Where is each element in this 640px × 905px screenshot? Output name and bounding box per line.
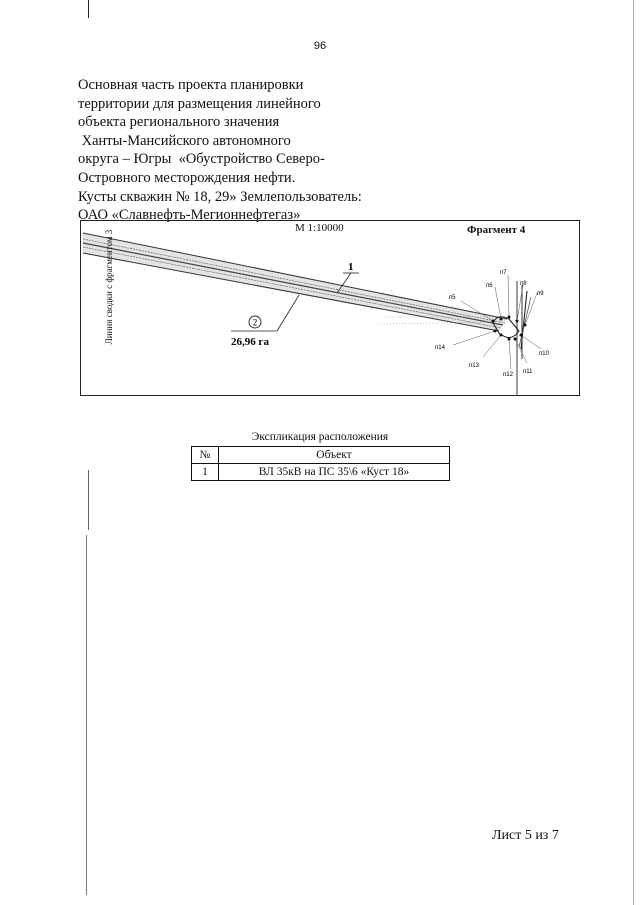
- vertex-point: [516, 320, 519, 323]
- title-line: территории для размещения линейного: [78, 95, 321, 112]
- vertex-point: [514, 338, 517, 341]
- leader-line: [495, 287, 501, 319]
- row-object: ВЛ 35кВ на ПС 35\6 «Куст 18»: [219, 464, 450, 481]
- vertex-point: [500, 334, 503, 337]
- junction-line-label: Линия сводки с фрагментом 3: [104, 229, 114, 345]
- area-number: 2: [252, 317, 258, 328]
- point-label: п14: [435, 345, 445, 351]
- document-title: [78, 76, 408, 225]
- explication-title: Экспликация расположения: [251, 431, 389, 443]
- point-label: п13: [469, 363, 479, 369]
- title-line: Ханты-Мансийского автономного: [78, 132, 291, 149]
- point-label: п8: [520, 281, 527, 287]
- title-line: Основная часть проекта планировки: [78, 77, 304, 93]
- vertex-point: [500, 318, 503, 321]
- point-label: п9: [537, 291, 544, 297]
- leader-line: [483, 335, 501, 357]
- map-fragment: [80, 220, 580, 396]
- point-label: п6: [486, 283, 493, 289]
- leader-line: [453, 331, 495, 345]
- point-label: п7: [500, 270, 507, 276]
- row-number: 1: [192, 464, 219, 481]
- corridor-edge: [83, 253, 499, 331]
- leader-line: [509, 339, 511, 369]
- sheet-number: Лист 5 из 7: [492, 828, 559, 843]
- explication-table: [191, 446, 450, 481]
- map-scale: М 1:10000: [295, 222, 344, 234]
- vertex-point: [524, 324, 527, 327]
- scan-edge-line: [86, 535, 87, 895]
- corridor-edge: [83, 233, 507, 319]
- fragment-label: Фрагмент 4: [467, 224, 526, 236]
- title-line: ОАО «Славнефть-Мегионнефтегаз»: [78, 207, 301, 224]
- title-line: Кусты скважин № 18, 29» Землепользователь:: [78, 188, 362, 205]
- title-line: округа – Югры «Обустройство Северо-: [78, 151, 325, 168]
- title-line: объекта регионального значения: [78, 114, 280, 131]
- boundary-line: [519, 297, 531, 347]
- leader-line: [508, 275, 509, 317]
- point-label: п12: [503, 372, 513, 378]
- table-row: [192, 464, 450, 481]
- map-drawing: [81, 221, 580, 396]
- vertex-point: [494, 330, 497, 333]
- vertex-point: [492, 320, 495, 323]
- point-label: п10: [539, 351, 549, 357]
- point-label: п5: [449, 295, 456, 301]
- page-number: 96: [313, 40, 327, 52]
- corridor-band: [83, 233, 507, 331]
- object-number: 1: [348, 261, 354, 273]
- header-number: №: [192, 447, 219, 464]
- callout-leader: [277, 295, 299, 331]
- power-line-axis: [83, 243, 503, 325]
- scan-edge-line: [88, 470, 89, 530]
- title-line: Островного месторождения нефти.: [78, 169, 296, 186]
- scan-edge-line: [88, 0, 89, 18]
- scan-edge-line: [633, 0, 634, 905]
- table-header-row: [192, 447, 450, 464]
- area-value: 26,96 га: [231, 336, 269, 348]
- header-object: Объект: [219, 447, 450, 464]
- point-label: п11: [523, 369, 533, 375]
- vertex-point: [508, 338, 511, 341]
- leader-line: [521, 335, 541, 349]
- vertex-point: [508, 316, 511, 319]
- vertex-point: [520, 334, 523, 337]
